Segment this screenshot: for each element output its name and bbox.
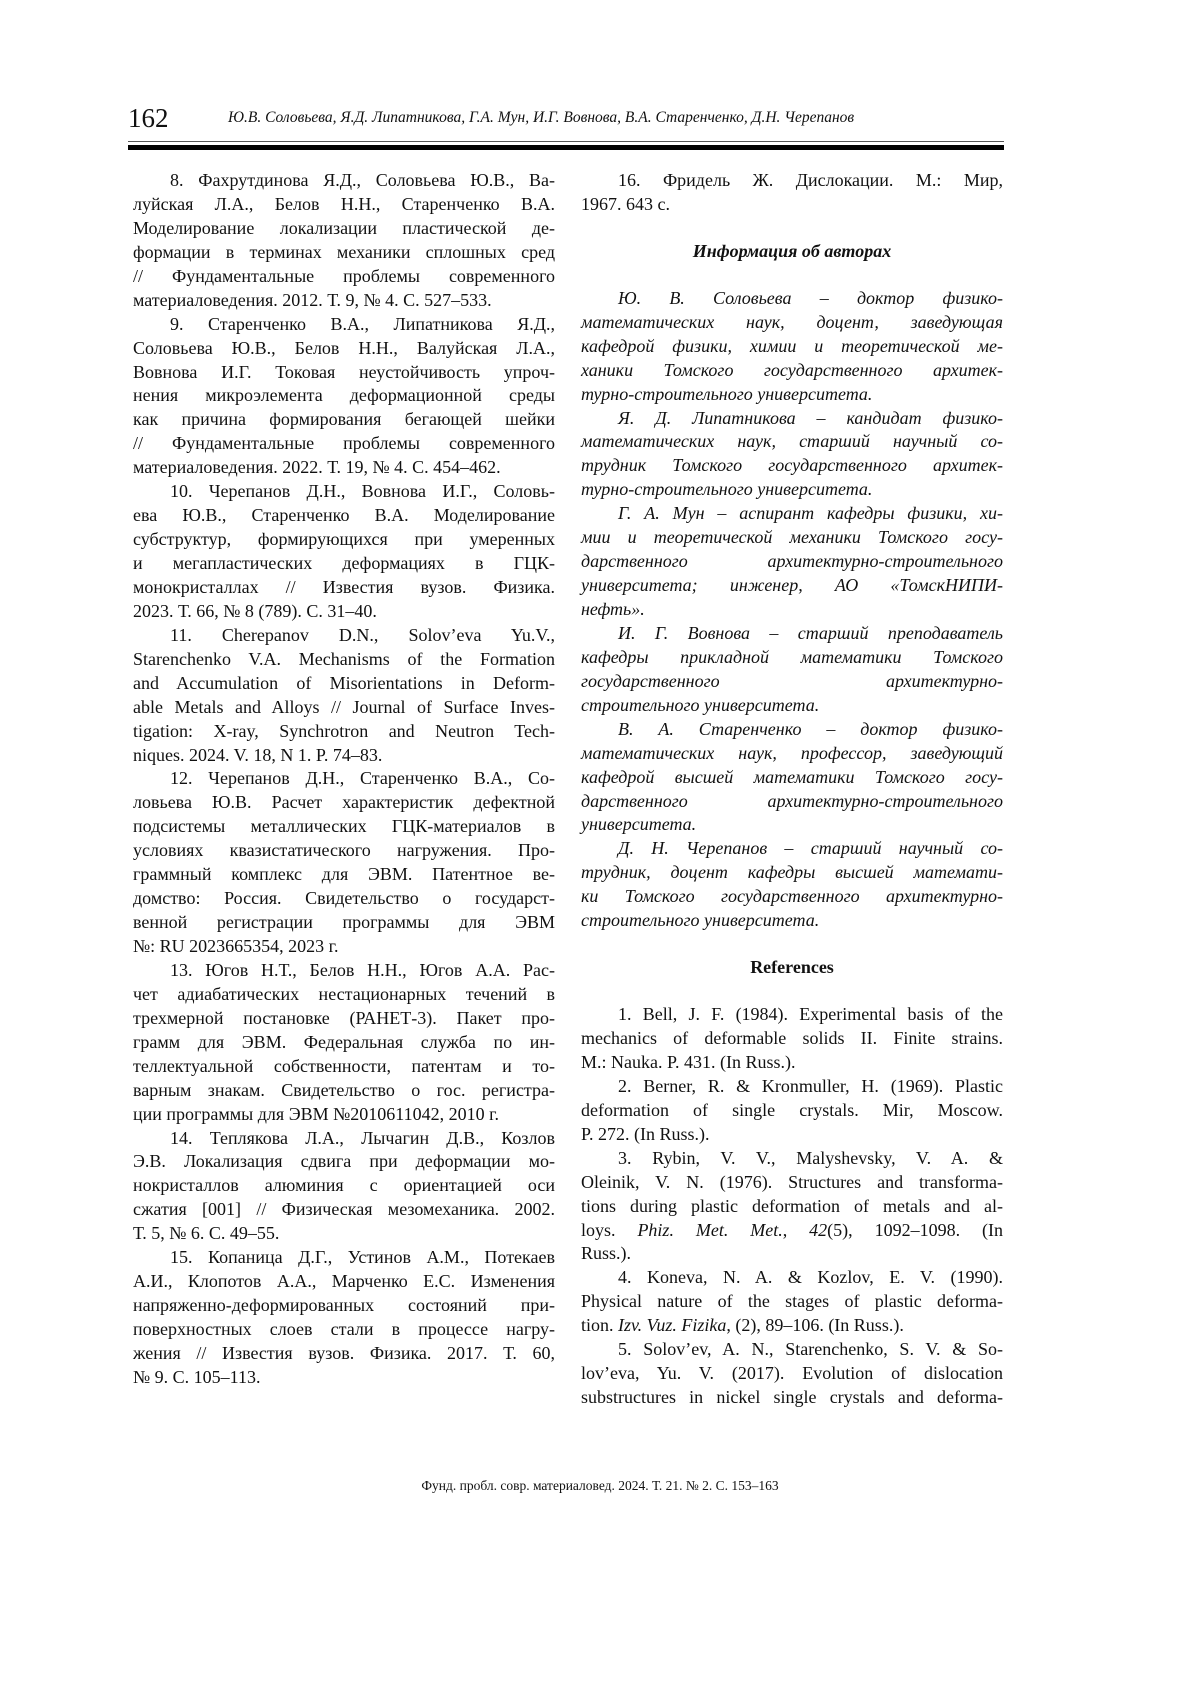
author-info bbox=[581, 407, 1003, 503]
reference-item bbox=[581, 1338, 1003, 1410]
reference-item bbox=[581, 1147, 1003, 1267]
text-line: Соловьева Ю.В., Белов Н.Н., Валуйская Л.А., bbox=[133, 337, 555, 361]
text-line: able Metals and Alloys // Journal of Surface Inves- bbox=[133, 696, 555, 720]
text-line: Т. 5, № 6. С. 49–55. bbox=[133, 1222, 555, 1246]
text-line: нения микроэлемента деформационной среды bbox=[133, 384, 555, 408]
text-line: трехмерной постановке (РАНЕТ-3). Пакет про- bbox=[133, 1007, 555, 1031]
text-line: университета; инженер, АО «ТомскНИПИ- bbox=[581, 574, 1003, 598]
text-line: И. Г. Вовнова – старший преподаватель bbox=[581, 622, 1003, 646]
text-line: niques. 2024. V. 18, N 1. P. 74–83. bbox=[133, 744, 555, 768]
text-line: 13. Югов Н.Т., Белов Н.Н., Югов А.А. Рас- bbox=[133, 959, 555, 983]
italic-segment: Phiz. Met. Met. bbox=[637, 1220, 782, 1240]
text-line: Д. Н. Черепанов – старший научный со- bbox=[581, 837, 1003, 861]
text-line: поверхностных слоев стали в процессе нагру- bbox=[133, 1318, 555, 1342]
reference-item bbox=[133, 1127, 555, 1247]
reference-item bbox=[133, 1246, 555, 1390]
text-line: нефть». bbox=[581, 598, 1003, 622]
text-line: P. 272. (In Russ.). bbox=[581, 1123, 1003, 1147]
text-line: турно-строительного университета. bbox=[581, 478, 1003, 502]
text-line: 9. Старенченко В.А., Липатникова Я.Д., bbox=[133, 313, 555, 337]
header-rule-thin bbox=[128, 141, 1004, 142]
text-line: // Фундаментальные проблемы современного bbox=[133, 265, 555, 289]
text-line: Э.В. Локализация сдвига при деформации мо- bbox=[133, 1150, 555, 1174]
reference-item bbox=[133, 959, 555, 1127]
spacer bbox=[581, 933, 1003, 956]
author-info bbox=[581, 622, 1003, 718]
reference-item bbox=[133, 169, 555, 313]
text-line: 8. Фахрутдинова Я.Д., Соловьева Ю.В., Ва- bbox=[133, 169, 555, 193]
text-line: 3. Rybin, V. V., Malyshevsky, V. A. & bbox=[581, 1147, 1003, 1171]
text-line: как причина формирования бегающей шейки bbox=[133, 408, 555, 432]
running-header-authors: Ю.В. Соловьева, Я.Д. Липатникова, Г.А. Мун, И.Г. Вовнова, В.А. Старенченко, Д.Н. Черепанов bbox=[228, 108, 854, 128]
text-line: 11. Cherepanov D.N., Solov’eva Yu.V., bbox=[133, 624, 555, 648]
text-line: математических наук, доцент, заведующая bbox=[581, 311, 1003, 335]
spacer bbox=[581, 980, 1003, 1003]
text-line: турно-строительного университета. bbox=[581, 383, 1003, 407]
text-line: M.: Nauka. P. 431. (In Russ.). bbox=[581, 1051, 1003, 1075]
text-line: tigation: X-ray, Synchrotron and Neutron Tech- bbox=[133, 720, 555, 744]
text-segment: loys. bbox=[581, 1220, 637, 1240]
text-line: университета. bbox=[581, 813, 1003, 837]
text-line: mechanics of deformable solids II. Finite strains. bbox=[581, 1027, 1003, 1051]
text-segment: , bbox=[783, 1220, 809, 1240]
text-line: Я. Д. Липатникова – кандидат физико- bbox=[581, 407, 1003, 431]
text-line: Ю. В. Соловьева – доктор физико- bbox=[581, 287, 1003, 311]
text-segment: (5), 1092–1098. (In bbox=[827, 1220, 1003, 1240]
authors-info-heading: Информация об авторах bbox=[581, 240, 1003, 264]
italic-segment: 42 bbox=[809, 1220, 827, 1240]
text-line: граммный комплекс для ЭВМ. Патентное ве- bbox=[133, 863, 555, 887]
text-line: строительного университета. bbox=[581, 694, 1003, 718]
text-line: строительного университета. bbox=[581, 909, 1003, 933]
text-line: математических наук, профессор, заведующий bbox=[581, 742, 1003, 766]
text-line: 14. Теплякова Л.А., Лычагин Д.В., Козлов bbox=[133, 1127, 555, 1151]
text-line: ловьева Ю.В. Расчет характеристик дефектной bbox=[133, 791, 555, 815]
text-line: Russ.). bbox=[581, 1242, 1003, 1266]
text-line: Starenchenko V.A. Mechanisms of the Formation bbox=[133, 648, 555, 672]
text-line: 16. Фридель Ж. Дислокации. М.: Мир, bbox=[581, 169, 1003, 193]
text-line: // Фундаментальные проблемы современного bbox=[133, 432, 555, 456]
text-line: Вовнова И.Г. Токовая неустойчивость упроч- bbox=[133, 361, 555, 385]
text-line: and Accumulation of Misorientations in Deform- bbox=[133, 672, 555, 696]
reference-item bbox=[133, 624, 555, 768]
text-line: кафедрой физики, химии и теоретической ме- bbox=[581, 335, 1003, 359]
text-line: формации в терминах механики сплошных сред bbox=[133, 241, 555, 265]
text-line: домство: Россия. Свидетельство о государст- bbox=[133, 887, 555, 911]
reference-item bbox=[133, 767, 555, 959]
text-line: № 9. С. 105–113. bbox=[133, 1366, 555, 1390]
text-line: 4. Koneva, N. A. & Kozlov, E. V. (1990). bbox=[581, 1266, 1003, 1290]
left-column bbox=[133, 169, 555, 1390]
text-line: deformation of single crystals. Mir, Moscow. bbox=[581, 1099, 1003, 1123]
text-line: 15. Копаница Д.Г., Устинов А.М., Потекаев bbox=[133, 1246, 555, 1270]
text-line: трудник, доцент кафедры высшей математи- bbox=[581, 861, 1003, 885]
text-line: В. А. Старенченко – доктор физико- bbox=[581, 718, 1003, 742]
text-line: чет адиабатических нестационарных течений в bbox=[133, 983, 555, 1007]
references-heading: References bbox=[581, 956, 1003, 980]
text-line: монокристаллах // Известия вузов. Физика. bbox=[133, 576, 555, 600]
text-line: lov’eva, Yu. V. (2017). Evolution of dislocation bbox=[581, 1362, 1003, 1386]
text-line: материаловедения. 2012. Т. 9, № 4. С. 527–533. bbox=[133, 289, 555, 313]
text-line: tions during plastic deformation of metals and al- bbox=[581, 1195, 1003, 1219]
text-line: материаловедения. 2022. Т. 19, № 4. С. 454–462. bbox=[133, 456, 555, 480]
text-line: 1. Bell, J. F. (1984). Experimental basis of the bbox=[581, 1003, 1003, 1027]
text-line: 5. Solov’ev, A. N., Starenchenko, S. V. & So- bbox=[581, 1338, 1003, 1362]
text-line: ки Томского государственного архитектурно- bbox=[581, 885, 1003, 909]
text-line: №: RU 2023665354, 2023 г. bbox=[133, 935, 555, 959]
text-line: кафедры прикладной математики Томского bbox=[581, 646, 1003, 670]
text-line: мии и теоретической механики Томского госу- bbox=[581, 526, 1003, 550]
footer-citation: Фунд. пробл. совр. материаловед. 2024. Т. 21. № 2. С. 153–163 bbox=[0, 1477, 1200, 1495]
text-line: Г. А. Мун – аспирант кафедры физики, хи- bbox=[581, 502, 1003, 526]
text-line: дарственного архитектурно-строительного bbox=[581, 550, 1003, 574]
text-line: дарственного архитектурно-строительного bbox=[581, 790, 1003, 814]
text-line: теллектуальной собственности, патентам и то- bbox=[133, 1055, 555, 1079]
spacer bbox=[581, 217, 1003, 240]
text-line: 10. Черепанов Д.Н., Вовнова И.Г., Соловь- bbox=[133, 480, 555, 504]
text-line: 2023. Т. 66, № 8 (789). С. 31–40. bbox=[133, 600, 555, 624]
text-line: Oleinik, V. N. (1976). Structures and transforma- bbox=[581, 1171, 1003, 1195]
reference-item bbox=[581, 1266, 1003, 1338]
text-segment: , (2), 89–106. (In Russ.). bbox=[726, 1315, 904, 1335]
text-line: кафедрой высшей математики Томского госу- bbox=[581, 766, 1003, 790]
header-rule-thick bbox=[128, 145, 1004, 150]
text-line: ханики Томского государственного архитек- bbox=[581, 359, 1003, 383]
text-line: ева Ю.В., Старенченко В.А. Моделирование bbox=[133, 504, 555, 528]
author-info bbox=[581, 502, 1003, 622]
text-line: 1967. 643 с. bbox=[581, 193, 1003, 217]
text-line: варным знакам. Свидетельство о гос. регистра- bbox=[133, 1079, 555, 1103]
text-line: А.И., Клопотов А.А., Марченко Е.С. Изменения bbox=[133, 1270, 555, 1294]
italic-segment: Izv. Vuz. Fizika bbox=[618, 1315, 726, 1335]
text-line: математических наук, старший научный со- bbox=[581, 430, 1003, 454]
text-line: и мегапластических деформациях в ГЦК- bbox=[133, 552, 555, 576]
text-line: 12. Черепанов Д.Н., Старенченко В.А., Со- bbox=[133, 767, 555, 791]
text-line bbox=[581, 1219, 1003, 1243]
author-info bbox=[581, 718, 1003, 838]
text-line: венной регистрации программы для ЭВМ bbox=[133, 911, 555, 935]
text-line: трудник Томского государственного архитек- bbox=[581, 454, 1003, 478]
text-line: подсистемы металлических ГЦК-материалов в bbox=[133, 815, 555, 839]
text-line: государственного архитектурно- bbox=[581, 670, 1003, 694]
text-line: substructures in nickel single crystals and deforma- bbox=[581, 1386, 1003, 1410]
page-number: 162 bbox=[128, 102, 169, 134]
text-line: грамм для ЭВМ. Федеральная служба по ин- bbox=[133, 1031, 555, 1055]
text-line: луйская Л.А., Белов Н.Н., Старенченко В.А. bbox=[133, 193, 555, 217]
text-line: сжатия [001] // Физическая мезомеханика. 2002. bbox=[133, 1198, 555, 1222]
text-line: условиях квазистатического нагружения. Про- bbox=[133, 839, 555, 863]
text-line: Моделирование локализации пластической де- bbox=[133, 217, 555, 241]
right-column bbox=[581, 169, 1003, 1410]
spacer bbox=[581, 264, 1003, 287]
text-line: Physical nature of the stages of plastic deforma- bbox=[581, 1290, 1003, 1314]
text-segment: tion. bbox=[581, 1315, 618, 1335]
text-line: субструктур, формирующихся при умеренных bbox=[133, 528, 555, 552]
reference-item bbox=[581, 1003, 1003, 1075]
author-info bbox=[581, 287, 1003, 407]
reference-item bbox=[133, 480, 555, 624]
reference-item bbox=[133, 313, 555, 481]
text-line: нокристаллов алюминия с ориентацией оси bbox=[133, 1174, 555, 1198]
reference-item bbox=[581, 1075, 1003, 1147]
text-line: жения // Известия вузов. Физика. 2017. Т. 60, bbox=[133, 1342, 555, 1366]
text-line: ции программы для ЭВМ №2010611042, 2010 г. bbox=[133, 1103, 555, 1127]
text-line bbox=[581, 1314, 1003, 1338]
text-line: напряженно-деформированных состояний при- bbox=[133, 1294, 555, 1318]
text-line: 2. Berner, R. & Kronmuller, H. (1969). Plastic bbox=[581, 1075, 1003, 1099]
author-info bbox=[581, 837, 1003, 933]
reference-item bbox=[581, 169, 1003, 217]
